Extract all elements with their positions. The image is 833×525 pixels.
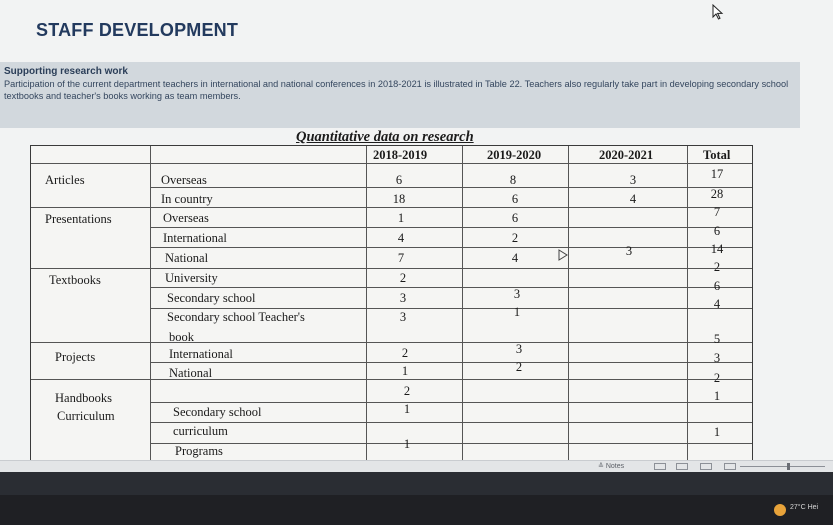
subcategory: Overseas — [161, 173, 207, 187]
cell-2018-2019: 4 — [397, 231, 405, 245]
cell-total: 6 — [713, 279, 721, 293]
cell-2018-2019: 18 — [392, 192, 406, 206]
header-2018-2019: 2018-2019 — [373, 148, 428, 162]
table-gridline — [150, 308, 752, 309]
cell-2018-2019: 1 — [397, 211, 405, 225]
notes-icon: ≙ — [598, 463, 606, 470]
zoom-slider-thumb[interactable] — [787, 463, 790, 470]
table-gridline — [150, 227, 752, 228]
cell-total: 1 — [713, 389, 721, 403]
cell-2019-2020: 2 — [511, 231, 519, 245]
table-gridline — [31, 342, 752, 343]
cell-total: 7 — [713, 205, 721, 219]
cell-2018-2019: 2 — [403, 384, 411, 398]
slide-sorter-icon[interactable] — [676, 463, 688, 470]
cell-total: 1 — [713, 425, 721, 439]
table-gridline — [150, 287, 752, 288]
cell-2019-2020: 8 — [509, 173, 517, 187]
table-caption: Quantitative data on research — [296, 129, 474, 145]
weather-text[interactable]: 27°C Hei — [790, 504, 819, 511]
category-articles: Articles — [45, 173, 85, 187]
table-cursor-icon — [558, 249, 568, 261]
cell-total: 17 — [710, 167, 724, 181]
slideshow-icon[interactable] — [724, 463, 736, 470]
banner-text: Participation of the current department teachers in international and national conferences in 2018-2021 is illustrated in Table 22. Teachers also regularly take part in developing secondary school textbooks and teacher's books working as team members. — [4, 79, 789, 101]
cell-2018-2019: 1 — [403, 402, 411, 416]
notes-label: Notes — [605, 463, 625, 470]
reading-view-icon[interactable] — [700, 463, 712, 470]
subcategory: National — [169, 366, 213, 380]
cell-2018-2019: 7 — [397, 251, 405, 265]
cell-2018-2019: 1 — [401, 364, 409, 378]
header-total: Total — [703, 148, 731, 162]
table-gridline — [31, 163, 752, 164]
table-gridline — [31, 268, 752, 269]
cell-2018-2019: 2 — [401, 346, 409, 360]
mouse-cursor-icon — [712, 4, 724, 20]
cell-2020-2021: 4 — [629, 192, 637, 206]
subcategory: International — [163, 231, 227, 245]
cell-total: 5 — [713, 332, 721, 346]
cell-2019-2020: 6 — [511, 192, 519, 206]
category-handbooks: Handbooks — [55, 391, 112, 405]
subcategory: National — [165, 251, 209, 265]
subcategory: Overseas — [163, 211, 209, 225]
subcategory: book — [169, 330, 194, 344]
subcategory: Secondary school Teacher's — [167, 310, 305, 324]
subcategory: In country — [161, 192, 213, 206]
cell-total: 6 — [713, 224, 721, 238]
table-gridline — [31, 379, 752, 380]
cell-2019-2020: 1 — [513, 305, 521, 319]
cell-2018-2019: 3 — [399, 310, 407, 324]
zoom-slider[interactable] — [740, 466, 825, 467]
cell-2019-2020: 3 — [513, 287, 521, 301]
notes-button[interactable] — [598, 462, 624, 471]
cell-total: 2 — [713, 371, 721, 385]
research-table[interactable] — [30, 145, 753, 468]
cell-2019-2020: 3 — [515, 342, 523, 356]
cell-total: 4 — [713, 297, 721, 311]
subcategory: University — [165, 271, 218, 285]
banner-heading: Supporting research work — [4, 66, 128, 77]
cell-2018-2019: 2 — [399, 271, 407, 285]
table-gridline — [150, 443, 752, 444]
subcategory: Secondary school — [167, 291, 256, 305]
table-gridline — [150, 247, 752, 248]
research-banner — [0, 62, 800, 128]
table-gridline — [150, 187, 752, 188]
table-gridline — [150, 146, 151, 467]
table-gridline — [150, 422, 752, 423]
table-gridline — [462, 146, 463, 467]
subcategory: International — [169, 347, 233, 361]
table-gridline — [150, 362, 752, 363]
cell-2019-2020: 6 — [511, 211, 519, 225]
cell-2018-2019: 6 — [395, 173, 403, 187]
cell-total: 28 — [710, 187, 724, 201]
table-gridline — [568, 146, 569, 467]
table-gridline — [31, 207, 752, 208]
cell-total: 3 — [713, 351, 721, 365]
header-2019-2020: 2019-2020 — [487, 148, 542, 162]
weather-icon[interactable] — [774, 504, 786, 516]
subcategory: Secondary school — [173, 405, 262, 419]
cell-2018-2019: 1 — [403, 437, 411, 451]
cell-total: 14 — [710, 242, 724, 256]
status-bar — [0, 460, 833, 472]
table-gridline — [150, 402, 752, 403]
cell-2019-2020: 2 — [515, 360, 523, 374]
header-2020-2021: 2020-2021 — [599, 148, 654, 162]
cell-2020-2021: 3 — [625, 244, 633, 258]
cell-2019-2020: 4 — [511, 251, 519, 265]
normal-view-icon[interactable] — [654, 463, 666, 470]
category-curriculum: Curriculum — [57, 409, 115, 423]
taskbar — [0, 495, 833, 525]
subcategory: curriculum — [173, 424, 228, 438]
cell-2020-2021: 3 — [629, 173, 637, 187]
subcategory: Programs — [175, 444, 223, 458]
table-gridline — [687, 146, 688, 467]
category-textbooks: Textbooks — [49, 273, 101, 287]
cell-2018-2019: 3 — [399, 291, 407, 305]
cell-total: 2 — [713, 260, 721, 274]
slide-title: STAFF DEVELOPMENT — [36, 20, 239, 40]
category-projects: Projects — [55, 350, 96, 364]
table-gridline — [366, 146, 367, 467]
category-presentations: Presentations — [45, 212, 112, 226]
